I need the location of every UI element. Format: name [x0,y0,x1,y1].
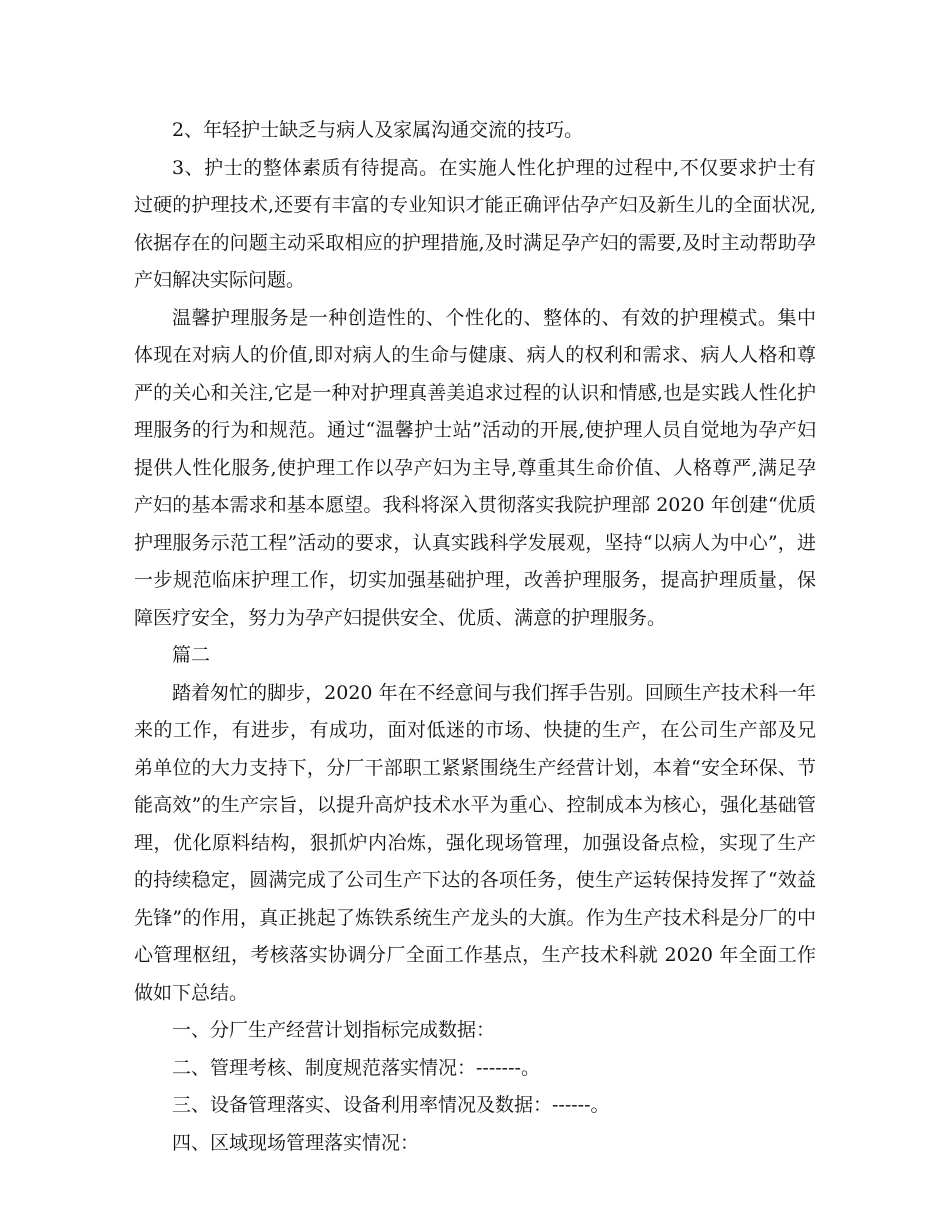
paragraph-warm-care-service: 温馨护理服务是一种创造性的、个性化的、整体的、有效的护理模式。集中体现在对病人的价值,即对病人的生命与健康、病人的权利和需求、病人人格和尊严的关心和关注,它是一种对护理真善美追求过程的认识和情感,也是实践人性化护理服务的行为和规范。通过“温馨护士站”活动的开展,使护理人员自觉地为孕产妇提供人性化服务,使护理工作以孕产妇为主导,尊重其生命价值、人格尊严,满足孕产妇的基本需求和基本愿望。我科将深入贯彻落实我院护理部 2020 年创建“优质护理服务示范工程”活动的要求，认真实践科学发展观，坚持“以病人为中心”，进一步规范临床护理工作，切实加强基础护理，改善护理服务，提高护理质量，保障医疗安全，努力为孕产妇提供安全、优质、满意的护理服务。 [134,306,816,629]
paragraph-nurse-quality: 3、护士的整体素质有待提高。在实施人性化护理的过程中,不仅要求护士有过硬的护理技术,还要有丰富的专业知识才能正确评估孕产妇及新生儿的全面状况,依据存在的问题主动采取相应的护理措施,及时满足孕产妇的需要,及时主动帮助孕产妇解决实际问题。 [134,156,816,291]
list-item-equipment-management: 三、设备管理落实、设备利用率情况及数据：------。 [172,1094,610,1116]
document-body [134,112,816,1162]
list-item-plan-completion: 一、分厂生产经营计划指标完成数据： [172,1019,496,1041]
list-item-management-assessment: 二、管理考核、制度规范落实情况：-------。 [172,1056,540,1079]
paragraph-nurse-communication: 2、年轻护士缺乏与病人及家属沟通交流的技巧。 [172,119,584,141]
paragraph-production-summary: 踏着匆忙的脚步，2020 年在不经意间与我们挥手告别。回顾生产技术科一年来的工作，有进步，有成功，面对低迷的市场、快捷的生产，在公司生产部及兄弟单位的大力支持下，分厂干部职工紧紧围绕生产经营计划，本着“安全环保、节能高效”的生产宗旨，以提升高炉技术水平为重心、控制成本为核心，强化基础管理，优化原料结构，狠抓炉内冶炼，强化现场管理，加强设备点检，实现了生产的持续稳定，圆满完成了公司生产下达的各项任务，使生产运转保持发挥了“效益先锋”的作用，真正挑起了炼铁系统生产龙头的大旗。作为生产技术科是分厂的中心管理枢纽，考核落实协调分厂全面工作基点，生产技术科就 2020 年全面工作做如下总结。 [134,681,816,1004]
list-item-site-management: 四、区域现场管理落实情况： [172,1131,420,1154]
section-heading-part-two: 篇二 [172,644,211,666]
